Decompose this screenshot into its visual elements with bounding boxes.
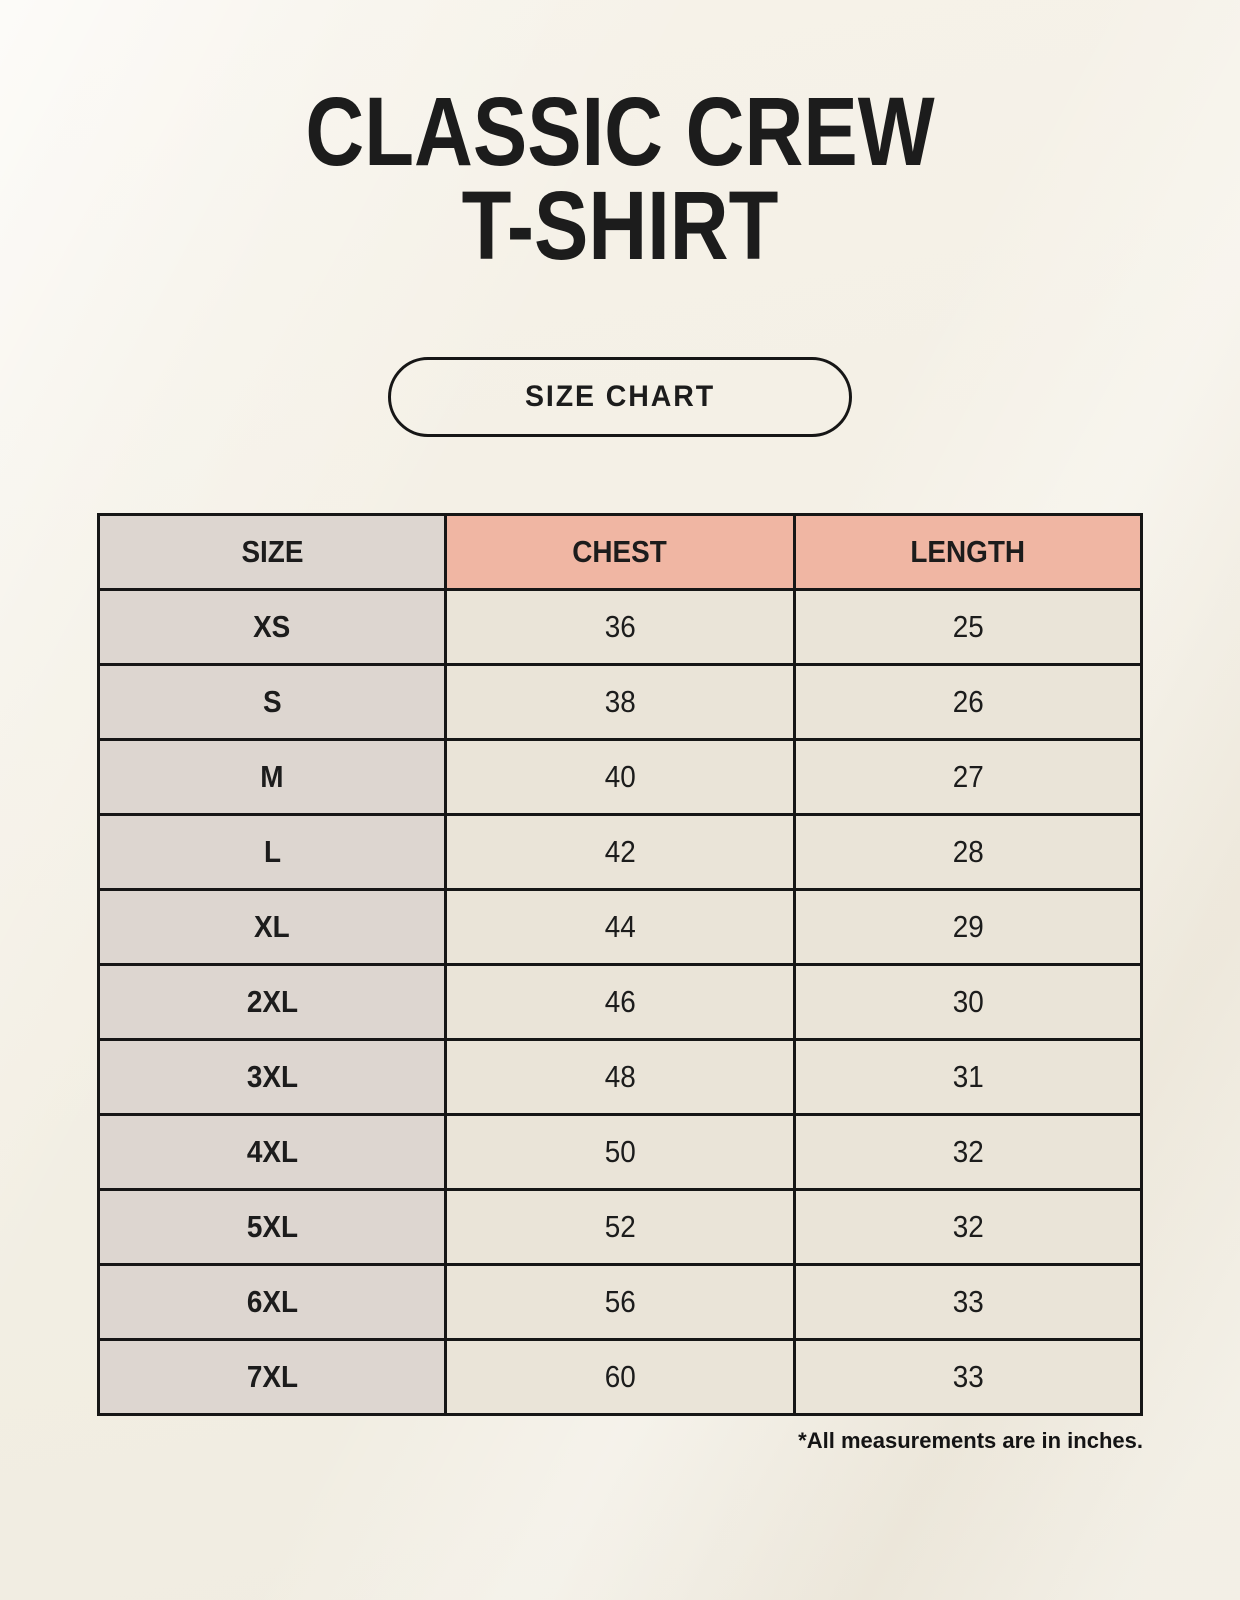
cell-chest: 38 xyxy=(446,665,794,740)
cell-chest: 46 xyxy=(446,965,794,1040)
table-header-row xyxy=(99,515,1142,590)
table-row xyxy=(99,890,1142,965)
table-row xyxy=(99,1340,1142,1415)
table-row xyxy=(99,590,1142,665)
cell-length: 28 xyxy=(794,815,1141,890)
table-row xyxy=(99,1115,1142,1190)
cell-length: 33 xyxy=(794,1340,1141,1415)
cell-size: 4XL xyxy=(99,1115,446,1190)
cell-length: 30 xyxy=(794,965,1141,1040)
cell-length: 25 xyxy=(794,590,1141,665)
measurements-footnote: *All measurements are in inches. xyxy=(798,1428,1143,1454)
table-row xyxy=(99,815,1142,890)
column-header-length: LENGTH xyxy=(794,515,1141,590)
cell-length: 27 xyxy=(794,740,1141,815)
cell-size: M xyxy=(99,740,446,815)
cell-chest: 50 xyxy=(446,1115,794,1190)
cell-size: 6XL xyxy=(99,1265,446,1340)
cell-chest: 36 xyxy=(446,590,794,665)
table-row xyxy=(99,1265,1142,1340)
cell-chest: 60 xyxy=(446,1340,794,1415)
cell-size: 5XL xyxy=(99,1190,446,1265)
cell-size: XL xyxy=(99,890,446,965)
cell-length: 29 xyxy=(794,890,1141,965)
cell-chest: 52 xyxy=(446,1190,794,1265)
cell-size: XS xyxy=(99,590,446,665)
table-row xyxy=(99,740,1142,815)
table-row xyxy=(99,1190,1142,1265)
column-header-chest: CHEST xyxy=(446,515,794,590)
cell-chest: 40 xyxy=(446,740,794,815)
cell-chest: 42 xyxy=(446,815,794,890)
size-chart-button[interactable] xyxy=(388,357,852,437)
size-chart-button-label: SIZE CHART xyxy=(525,380,715,414)
cell-length: 31 xyxy=(794,1040,1141,1115)
cell-size: L xyxy=(99,815,446,890)
page-title-line1: CLASSIC CREW xyxy=(305,77,935,186)
table-row xyxy=(99,1040,1142,1115)
cell-size: 2XL xyxy=(99,965,446,1040)
column-header-size: SIZE xyxy=(99,515,446,590)
table-row xyxy=(99,965,1142,1040)
page-title-line2: T-SHIRT xyxy=(461,171,779,281)
cell-chest: 44 xyxy=(446,890,794,965)
cell-size: 3XL xyxy=(99,1040,446,1115)
page-title xyxy=(0,0,1240,281)
cell-length: 32 xyxy=(794,1190,1141,1265)
size-table xyxy=(97,513,1143,1416)
cell-chest: 56 xyxy=(446,1265,794,1340)
cell-length: 33 xyxy=(794,1265,1141,1340)
cell-length: 32 xyxy=(794,1115,1141,1190)
cell-size: 7XL xyxy=(99,1340,446,1415)
cell-chest: 48 xyxy=(446,1040,794,1115)
table-row xyxy=(99,665,1142,740)
cell-length: 26 xyxy=(794,665,1141,740)
cell-size: S xyxy=(99,665,446,740)
